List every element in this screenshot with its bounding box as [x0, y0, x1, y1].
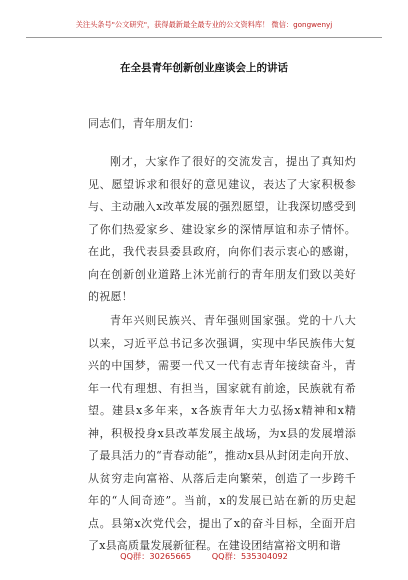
- footer-qq-group-2: QQ群：535304092: [211, 551, 288, 561]
- header-banner: 关注头条号"公文研究"，获得最新最全最专业的公文资料库！ 微信：gongwenyj: [75, 20, 333, 29]
- paragraph-1: [88, 151, 356, 309]
- footer: [0, 551, 408, 562]
- paragraph-text: 青年兴则民族兴、青年强则国家强。党的十八大以来，习近平总书记多次强调，实现中华民族伟大复兴的中国梦，需要一代又一代有志青年接续奋斗，青年一代有理想、有担当，国家就有前途，民族就有希望。建县x多年来，x各族青年大力弘扬x精神和x精神，积极投身x县改革发展主战场，为x县的发展增添了最具活力的“青春动能”，推动x县从封闭走向开放、从贫穷走向富裕、从落后走向繁荣，创造了一步跨千年的“人间奇迹”。当前，x的发展已站在新的历史起点。县第x次党代会，提出了x的奋斗目标，全面开启了x县高质量发展新征程。在建设团结富裕文明和谐: [88, 314, 356, 552]
- salutation: 同志们，青年朋友们：: [88, 117, 200, 130]
- paragraph-2: [88, 310, 356, 558]
- document-title: 在全县青年创新创业座谈会上的讲话: [120, 62, 288, 74]
- footer-qq-group-1: QQ群：30265665: [120, 551, 192, 561]
- paragraph-text: 刚才，大家作了很好的交流发言，提出了真知灼见、愿望诉求和很好的意见建议，表达了大家积极参与、主动融入x改革发展的强烈愿望，让我深切感受到了你们热爱家乡、建设家乡的深情厚谊和赤子情怀。在此，我代表县委县政府，向你们表示衷心的感谢，向在创新创业道路上沐光前行的青年朋友们致以美好的祝愿！: [88, 155, 356, 303]
- header-divider: [26, 37, 382, 38]
